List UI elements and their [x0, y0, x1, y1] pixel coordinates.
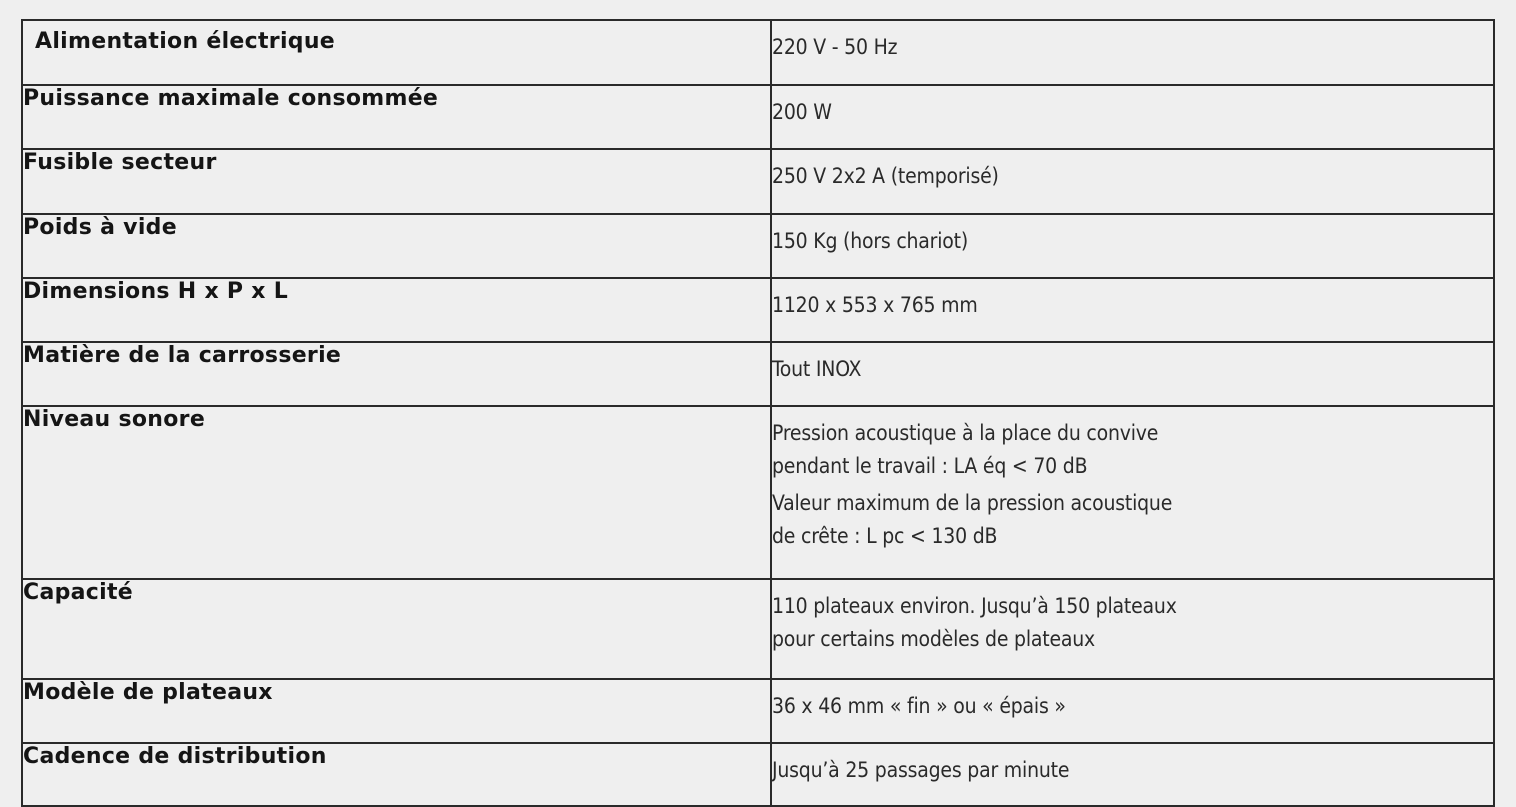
spec-value-line: 36 x 46 mm « fin » ou « épais » — [772, 694, 1066, 718]
spec-value-paragraph — [772, 417, 1493, 483]
spec-value-line: pendant le travail : LA éq < 70 dB — [772, 454, 1088, 478]
spec-label: Fusible secteur — [22, 149, 771, 214]
spec-value — [771, 278, 1494, 342]
spec-value-line: de crête : L pc < 130 dB — [772, 524, 998, 548]
spec-value — [771, 579, 1494, 679]
spec-value — [771, 406, 1494, 579]
spec-value-paragraph — [772, 487, 1493, 553]
spec-value-line: pour certains modèles de plateaux — [772, 627, 1096, 651]
spec-label: Modèle de plateaux — [22, 679, 771, 743]
table-row — [22, 342, 1494, 406]
spec-value-line: 220 V - 50 Hz — [772, 35, 898, 59]
spec-value — [771, 85, 1494, 149]
spec-value-line: Tout INOX — [772, 357, 862, 381]
spec-label: Dimensions H x P x L — [22, 278, 771, 342]
spec-label: Puissance maximale consommée — [22, 85, 771, 149]
spec-value-line: Jusqu’à 25 passages par minute — [772, 758, 1070, 782]
table-row — [22, 406, 1494, 579]
table-row — [22, 85, 1494, 149]
spec-label: Alimentation électrique — [22, 20, 771, 85]
spec-value — [771, 743, 1494, 806]
spec-value — [771, 149, 1494, 214]
spec-label: Poids à vide — [22, 214, 771, 278]
table-row — [22, 743, 1494, 806]
spec-value-line: 1120 x 553 x 765 mm — [772, 293, 978, 317]
table-row — [22, 20, 1494, 85]
spec-label: Cadence de distribution — [22, 743, 771, 806]
table-row — [22, 679, 1494, 743]
table-row — [22, 278, 1494, 342]
spec-value — [771, 342, 1494, 406]
spec-value — [771, 679, 1494, 743]
spec-value-line: 150 Kg (hors chariot) — [772, 229, 969, 253]
table-row — [22, 579, 1494, 679]
spec-value-line: 250 V 2x2 A (temporisé) — [772, 164, 999, 188]
spec-label: Niveau sonore — [22, 406, 771, 579]
spec-label: Capacité — [22, 579, 771, 679]
table-row — [22, 214, 1494, 278]
spec-value-line: Valeur maximum de la pression acoustique — [772, 491, 1173, 515]
table-row — [22, 149, 1494, 214]
spec-value-line: 200 W — [772, 100, 832, 124]
spec-value-line: 110 plateaux environ. Jusqu’à 150 plateaux — [772, 594, 1177, 618]
spec-label: Matière de la carrosserie — [22, 342, 771, 406]
spec-value — [771, 20, 1494, 85]
specifications-table — [21, 19, 1495, 807]
spec-value-line: Pression acoustique à la place du convive — [772, 421, 1159, 445]
spec-value — [771, 214, 1494, 278]
